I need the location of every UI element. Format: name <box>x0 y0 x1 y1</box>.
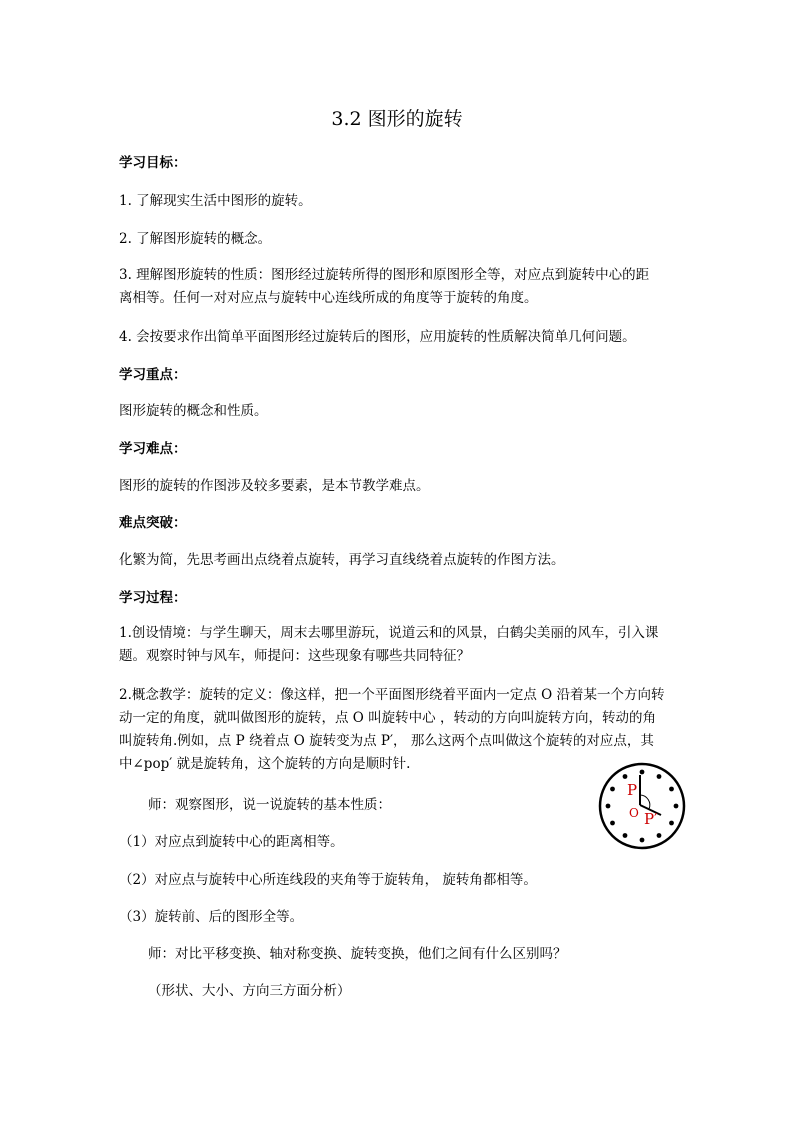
label-o: O <box>629 806 639 820</box>
process-step-2-line-1: 2.概念教学：旋转的定义：像这样，把一个平面图形绕着平面内一定点 O 沿着某一个方向转 <box>119 687 665 703</box>
analysis-note: （形状、大小、方向三方面分析） <box>148 983 351 999</box>
page-title: 3.2 图形的旋转 <box>331 108 463 130</box>
breakthrough-heading: 难点突破： <box>119 515 187 531</box>
breakthrough-text: 化繁为简，先思考画出点绕着点旋转，再学习直线绕着点旋转的作图方法。 <box>119 552 565 568</box>
hour-dot <box>623 774 628 779</box>
process-step-1 <box>119 622 679 668</box>
process-step-1-line-2: 题。观察时钟与风车，师提问：这些现象有哪些共同特征？ <box>119 648 470 664</box>
clock-rotation-figure <box>597 761 687 851</box>
objective-4: 4. 会按要求作出简单平面图形经过旋转后的图形，应用旋转的性质解决简单几何问题。 <box>119 329 636 345</box>
hour-dot <box>623 833 628 838</box>
hour-dot <box>640 838 645 843</box>
hour-dot <box>669 787 674 792</box>
process-step-2-line-2: 动一定的角度，就叫做图形的旋转，点 O 叫旋转中心 ，转动的方向叫旋转方向，转动的角 <box>119 710 656 726</box>
objective-2: 2. 了解图形旋转的概念。 <box>119 231 272 247</box>
hour-dot <box>657 774 662 779</box>
key-heading: 学习重点： <box>119 367 187 383</box>
teacher-prompt-1: 师：观察图形，说一说旋转的基本性质： <box>148 797 391 813</box>
label-p-prime: P′ <box>644 810 658 828</box>
property-1: （1）对应点到旋转中心的距离相等。 <box>119 834 344 850</box>
property-3: （3）旋转前、后的图形全等。 <box>119 909 304 925</box>
property-2: （2）对应点与旋转中心所连线段的夹角等于旋转角， 旋转角都相等。 <box>119 872 537 888</box>
process-heading: 学习过程： <box>119 590 187 606</box>
hour-dot <box>640 770 645 775</box>
hour-dot <box>606 804 611 809</box>
objective-1: 1. 了解现实生活中图形的旋转。 <box>119 193 312 209</box>
difficulty-heading: 学习难点： <box>119 441 187 457</box>
objective-3-line-2: 离相等。任何一对对应点与旋转中心连线所成的角度等于旋转的角度。 <box>119 290 538 306</box>
key-text: 图形旋转的概念和性质。 <box>119 403 268 419</box>
objective-3 <box>119 264 679 310</box>
hour-dot <box>669 821 674 826</box>
hour-dot <box>610 787 615 792</box>
hour-dot <box>674 804 679 809</box>
process-step-2-line-3: 叫旋转角.例如，点 P 绕着点 O 旋转变为点 P′， 那么这两个点叫做这个旋转的对应点，其 <box>119 733 654 749</box>
objectives-heading: 学习目标： <box>119 155 187 171</box>
process-step-2 <box>119 684 679 776</box>
label-p: P <box>627 781 638 799</box>
process-step-1-line-1: 1.创设情境：与学生聊天，周末去哪里游玩，说道云和的风景，白鹤尖美丽的风车，引入课 <box>119 625 659 641</box>
teacher-prompt-2: 师：对比平移变换、轴对称变换、旋转变换，他们之间有什么区别吗？ <box>148 946 567 962</box>
process-step-2-line-4: 中∠pop′ 就是旋转角，这个旋转的方向是顺时针. <box>119 756 411 772</box>
hour-dot <box>657 833 662 838</box>
difficulty-text: 图形的旋转的作图涉及较多要素，是本节教学难点。 <box>119 478 430 494</box>
hour-dot <box>610 821 615 826</box>
objective-3-line-1: 3. 理解图形旋转的性质：图形经过旋转所得的图形和原图形全等，对应点到旋转中心的距 <box>119 267 650 283</box>
